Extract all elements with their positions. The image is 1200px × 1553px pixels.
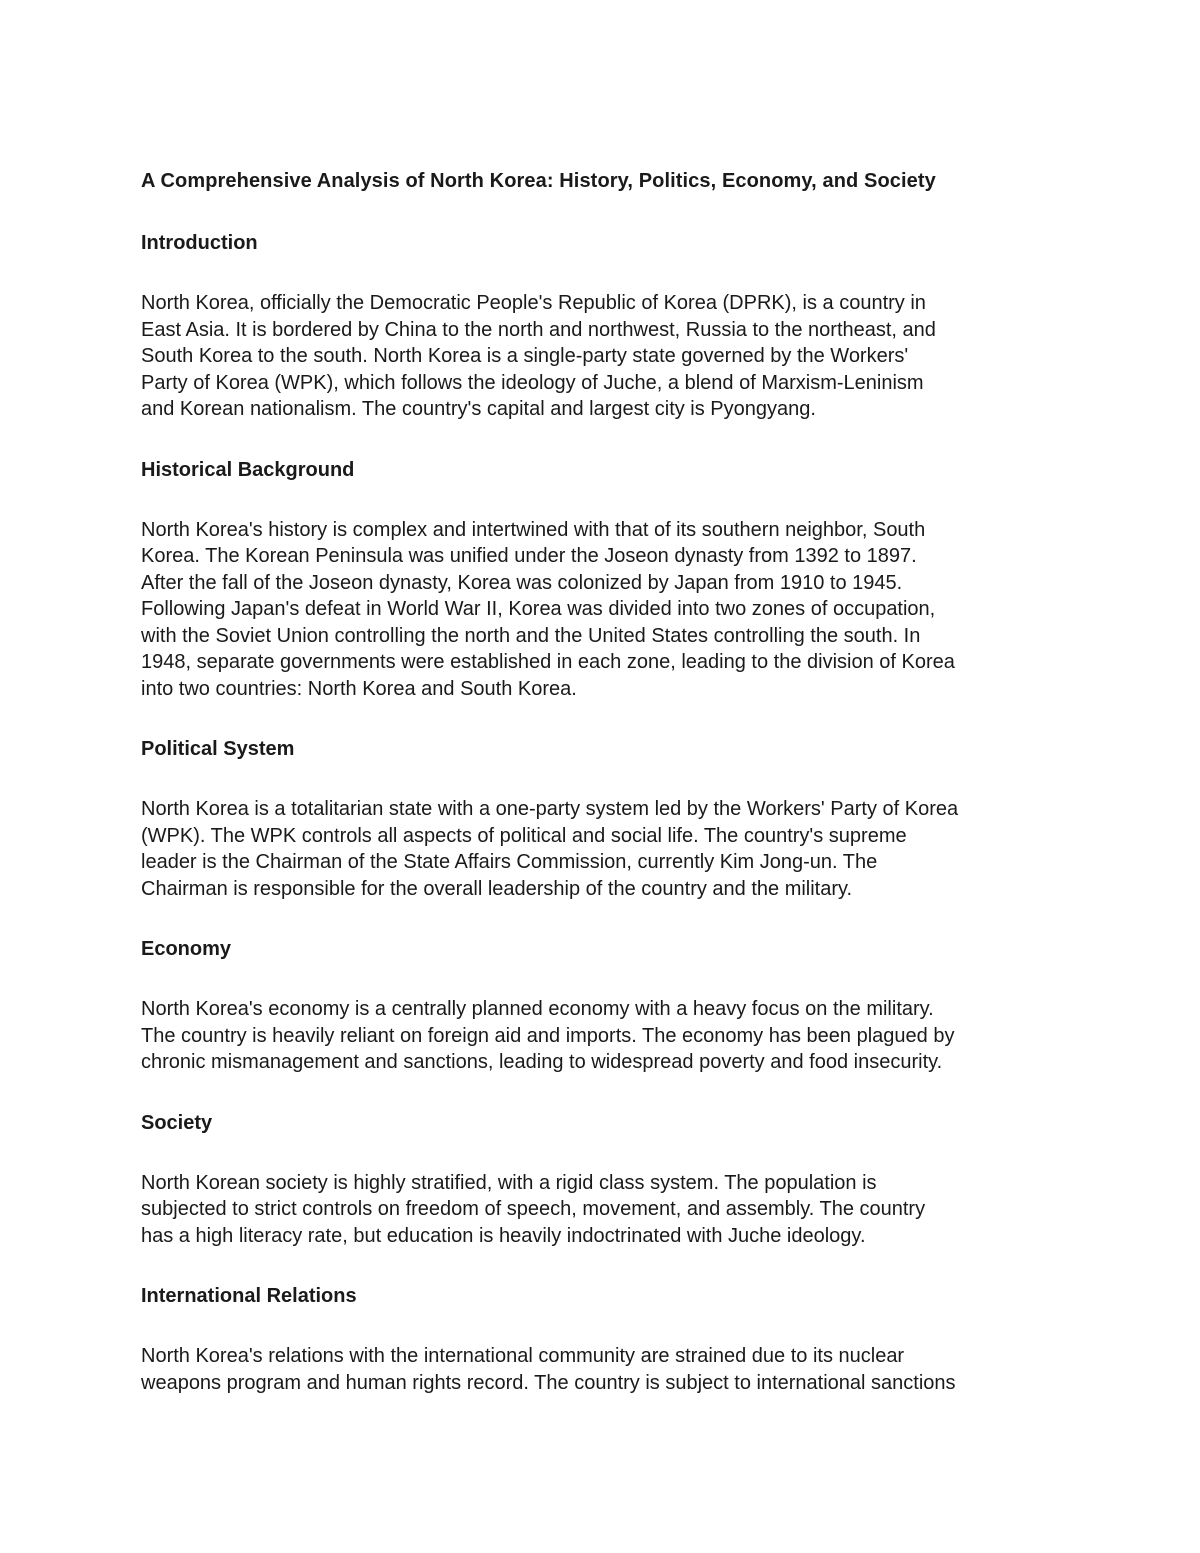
paragraph-line: weapons program and human rights record. The country is subject to international sanctions	[141, 1371, 956, 1394]
section-society	[141, 1108, 1041, 1250]
paragraph-line: North Korea, officially the Democratic People's Republic of Korea (DPRK), is a country in	[141, 292, 926, 314]
paragraph-line: into two countries: North Korea and South Korea.	[141, 677, 577, 700]
section-heading: Historical Background	[141, 458, 355, 481]
paragraph-line: Party of Korea (WPK), which follows the ideology of Juche, a blend of Marxism-Leninism	[141, 371, 924, 394]
paragraph-line: Following Japan's defeat in World War II, Korea was divided into two zones of occupation,	[141, 598, 936, 620]
section-heading: Introduction	[141, 232, 258, 254]
paragraph-line: and Korean nationalism. The country's capital and largest city is Pyongyang.	[141, 398, 816, 420]
paragraph-line: Chairman is responsible for the overall leadership of the country and the military.	[141, 877, 853, 900]
section-paragraph	[141, 1343, 1041, 1396]
paragraph-line: North Korea is a totalitarian state with a one-party system led by the Workers' Party of Korea	[141, 798, 959, 820]
paragraph-line: North Korean society is highly stratified, with a rigid class system. The population is	[141, 1171, 877, 1194]
paragraph-line: chronic mismanagement and sanctions, leading to widespread poverty and food insecurity.	[141, 1051, 943, 1073]
section-political-system	[141, 734, 1041, 902]
paragraph-line: subjected to strict controls on freedom of speech, movement, and assembly. The country	[141, 1198, 926, 1220]
section-paragraph	[141, 290, 1041, 423]
paragraph-line: East Asia. It is bordered by China to the north and northwest, Russia to the northeast, and	[141, 318, 936, 341]
section-historical-background	[141, 455, 1041, 703]
section-international-relations	[141, 1281, 1041, 1396]
paragraph-line: (WPK). The WPK controls all aspects of political and social life. The country's supreme	[141, 824, 907, 847]
paragraph-line: After the fall of the Joseon dynasty, Korea was colonized by Japan from 1910 to 1945.	[141, 571, 903, 594]
section-heading: Society	[141, 1111, 213, 1134]
section-heading: Political System	[141, 738, 295, 760]
paragraph-line: Korea. The Korean Peninsula was unified under the Joseon dynasty from 1392 to 1897.	[141, 545, 917, 567]
section-heading: International Relations	[141, 1285, 357, 1307]
paragraph-line: North Korea's history is complex and intertwined with that of its southern neighbor, South	[141, 518, 926, 541]
section-paragraph	[141, 796, 1041, 902]
paragraph-line: North Korea's economy is a centrally planned economy with a heavy focus on the military.	[141, 998, 934, 1020]
section-paragraph	[141, 1170, 1041, 1250]
paragraph-line: South Korea to the south. North Korea is a single-party state governed by the Workers'	[141, 345, 909, 367]
document-title: A Comprehensive Analysis of North Korea: History, Politics, Economy, and Society	[141, 170, 936, 192]
paragraph-line: The country is heavily reliant on foreign aid and imports. The economy has been plagued by	[141, 1024, 955, 1047]
paragraph-line: 1948, separate governments were established in each zone, leading to the division of Korea	[141, 651, 955, 673]
section-heading: Economy	[141, 938, 232, 960]
section-paragraph	[141, 517, 1041, 703]
paragraph-line: with the Soviet Union controlling the north and the United States controlling the south. In	[141, 624, 921, 647]
section-introduction	[141, 228, 1041, 423]
sections-container	[141, 228, 1041, 1396]
document-body	[141, 166, 1041, 1428]
paragraph-line: has a high literacy rate, but education is heavily indoctrinated with Juche ideology.	[141, 1224, 866, 1247]
paragraph-line: leader is the Chairman of the State Affairs Commission, currently Kim Jong-un. The	[141, 851, 878, 873]
section-economy	[141, 934, 1041, 1076]
section-paragraph	[141, 996, 1041, 1076]
paragraph-line: North Korea's relations with the international community are strained due to its nuclear	[141, 1345, 905, 1367]
